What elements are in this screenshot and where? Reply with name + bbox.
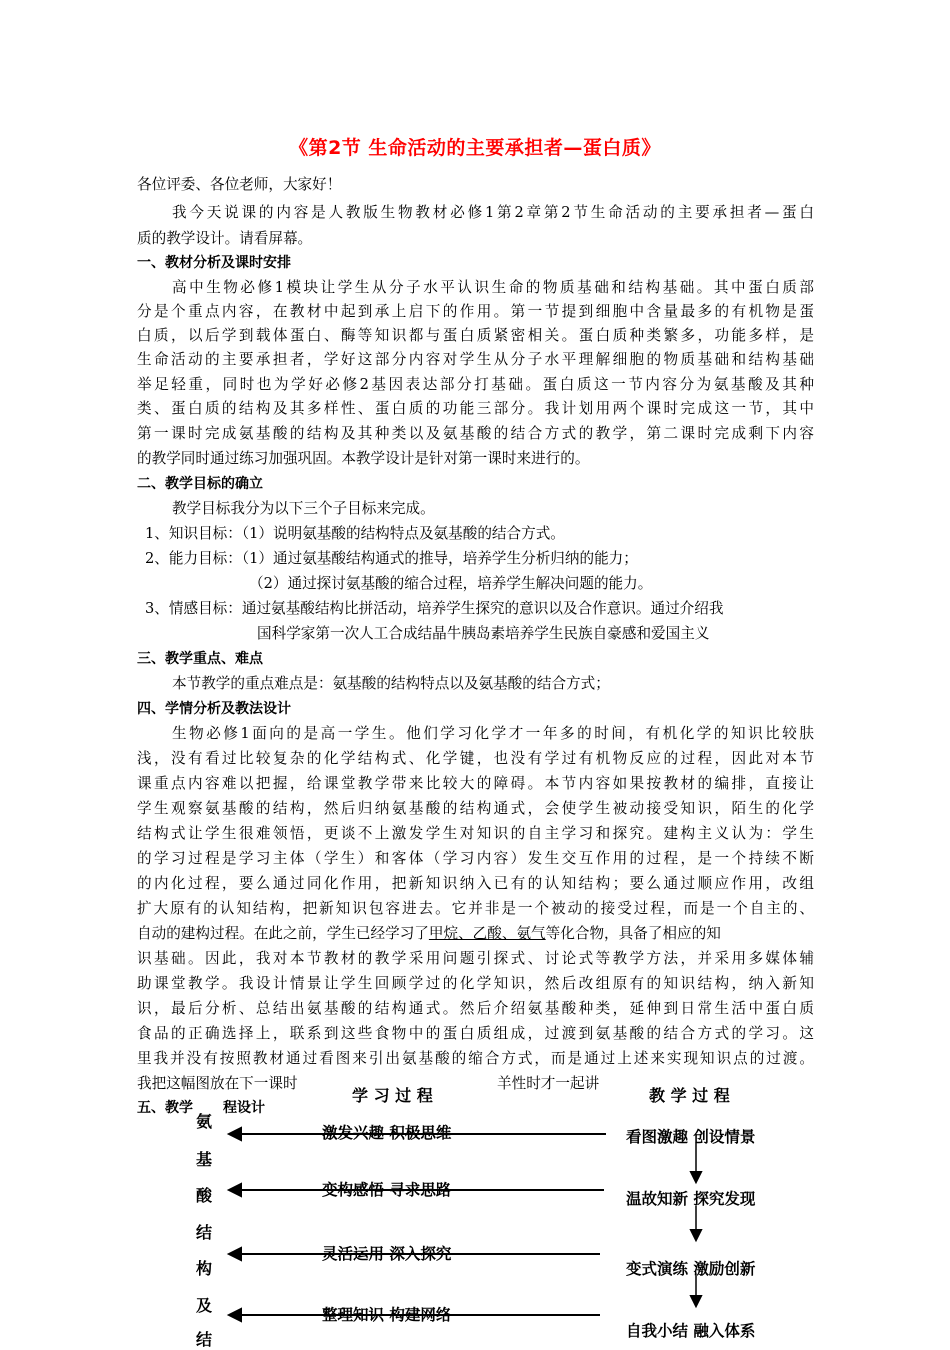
diagram-header-right: 教 学 过 程 [649,1086,730,1105]
text-line: 里我并没有按照教材通过看图来引出氨基酸的缩合方式，而是通过上述来实现知识点的过渡。 [137,1050,814,1067]
text-line: 我今天说课的内容是人教版生物教材必修1第2章第2节生命活动的主要承担者—蛋白 [172,204,814,221]
text-line: 课重点内容难以把握，给课堂教学带来比较大的障碍。本节内容如果按教材的编排，直接让 [137,775,814,792]
text-line: 的教学同时通过练习加强巩固。本教学设计是针对第一课时来进行的。 [137,450,590,467]
teaching-step-3: 变式演练 激励创新 [626,1260,756,1278]
text-line: 白质，以后学到载体蛋白、酶等知识都与蛋白质紧密相关。蛋白质种类繁多，功能多样，是 [137,327,814,344]
text-line: 识，最后分析、总结出氨基酸的结构通式。然后介绍氨基酸种类，延伸到日常生活中蛋白质 [137,1000,814,1017]
vertical-char: 及 [196,1296,213,1315]
teaching-step-4: 自我小结 融入体系 [626,1322,756,1340]
text-line: 生物必修1面向的是高一学生。他们学习化学才一年多的时间，有机化学的知识比较肤 [172,725,814,742]
goal-emotion: 3、情感目标：通过氨基酸结构比拼活动，培养学生探究的意识以及合作意识。通过介绍我 [145,600,724,617]
learning-step-2: 变构感悟 寻求思路 [322,1181,452,1199]
teaching-step-2: 温故知新 探究发现 [626,1190,756,1208]
text-line-partial: 羊性时才一起讲 [497,1075,600,1092]
vertical-char: 基 [196,1150,213,1169]
arrowhead [229,1309,241,1321]
text-line: 浅，没有看过比较复杂的化学结构式、化学键，也没有学过有机物反应的过程，因此对本节 [137,750,814,767]
goal-ability: 2、能力目标：（1）通过氨基酸结构通式的推导，培养学生分析归纳的能力； [145,550,638,567]
text-line: 结构式让学生很难领悟，更谈不上激发学生对知识的自主学习和探究。建构主义认为：学生 [137,825,814,842]
arrowhead [229,1248,241,1260]
text-line: 质的教学设计。请看屏幕。 [137,230,313,247]
vertical-char: 氨 [196,1112,213,1131]
text-line-partial: 我把这幅图放在下一课时 [137,1075,298,1092]
text-segment: 自动的建构过程。在此之前，学生已经学习了 [137,925,429,942]
text-line: 食品的正确选择上，联系到这些食物中的蛋白质组成，过渡到氨基酸的结合方式的学习。这 [137,1025,814,1042]
learning-step-3: 灵活运用 深入探究 [322,1245,452,1263]
text-line: 类、蛋白质的结构及其多样性、蛋白质的功能三部分。我计划用两个课时完成这一节，其中 [137,400,814,417]
section-heading-partial: 程设计 [223,1100,265,1116]
arrowhead [691,1172,701,1182]
arrowhead [229,1184,241,1196]
text-line: 扩大原有的认知结构，把新知识包容进去。它并非是一个被动的接受过程，而是一个自主的、 [137,900,814,917]
text-line: 助课堂教学。我设计情景让学生回顾学过的化学知识，然后改组原有的知识结构，纳入新知 [137,975,814,992]
underlined-text: 甲烷、乙酸、氨气 [428,925,546,942]
teaching-step-1: 看图激趣 创设情景 [626,1128,756,1146]
greeting-line: 各位评委、各位老师，大家好！ [137,176,342,193]
goal-emotion-cont: 国科学家第一次人工合成结晶牛胰岛素培养学生民族自豪感和爱国主义 [257,625,710,642]
text-line: 的内化过程，要么通过同化作用，把新知识纳入已有的认知结构；要么通过顺应作用，改组 [137,875,814,892]
learning-step-4: 整理知识 构建网络 [322,1306,452,1324]
text-line: 的学习过程是学习主体（学生）和客体（学习内容）发生交互作用的过程，是一个持续不断 [137,850,814,867]
text-line: 举足轻重，同时也为学好必修2基因表达部分打基础。蛋白质这一节内容分为氨基酸及其种 [137,376,814,393]
goal-ability-2: （2）通过探讨氨基酸的缩合过程，培养学生解决问题的能力。 [249,575,653,592]
section-heading: 四、学情分析及教法设计 [137,701,291,717]
goal-knowledge: 1、知识目标：（1）说明氨基酸的结构特点及氨基酸的结合方式。 [145,525,565,542]
vertical-char: 酸 [196,1186,213,1205]
arrowhead [691,1230,701,1240]
text-line: 本节教学的重点难点是：氨基酸的结构特点以及氨基酸的结合方式； [172,675,610,692]
arrowhead [229,1128,241,1140]
section-heading: 一、教材分析及课时安排 [137,255,291,271]
text-line: 高中生物必修1模块让学生从分子水平认识生命的物质基础和结构基础。其中蛋白质部 [172,279,814,296]
text-line: 教学目标我分为以下三个子目标来完成。 [172,500,435,517]
text-segment: 等化合物，具备了相应的知 [545,925,721,942]
text-line: 生命活动的主要承担者，学好这部分内容对学生从分子水平理解细胞的物质基础和结构基础 [137,351,814,368]
vertical-char: 结 [196,1330,213,1349]
text-line: 第一课时完成氨基酸的结构及其种类以及氨基酸的结合方式的教学，第二课时完成剩下内容 [137,425,814,442]
arrowhead [691,1296,701,1306]
page-title: 《第2节 生命活动的主要承担者—蛋白质》 [289,137,661,159]
vertical-char: 构 [196,1259,213,1278]
vertical-char: 结 [196,1223,213,1242]
section-heading: 三、教学重点、难点 [137,651,263,667]
text-line: 分是个重点内容，在教材中起到承上启下的作用。第一节提到细胞中含量最多的有机物是蛋 [137,303,814,320]
section-heading-partial: 五、教学 [137,1100,193,1116]
learning-step-1: 激发兴趣 积极思维 [322,1124,452,1142]
diagram-header-left: 学 习 过 程 [352,1086,433,1105]
text-line: 识基础。因此，我对本节教材的教学采用问题引探式、讨论式等教学方法，并采用多媒体辅 [137,950,814,967]
section-heading: 二、教学目标的确立 [137,476,263,492]
text-line: 学生观察氨基酸的结构，然后归纳氨基酸的结构通式，会使学生被动接受知识，陌生的化学 [137,800,814,817]
